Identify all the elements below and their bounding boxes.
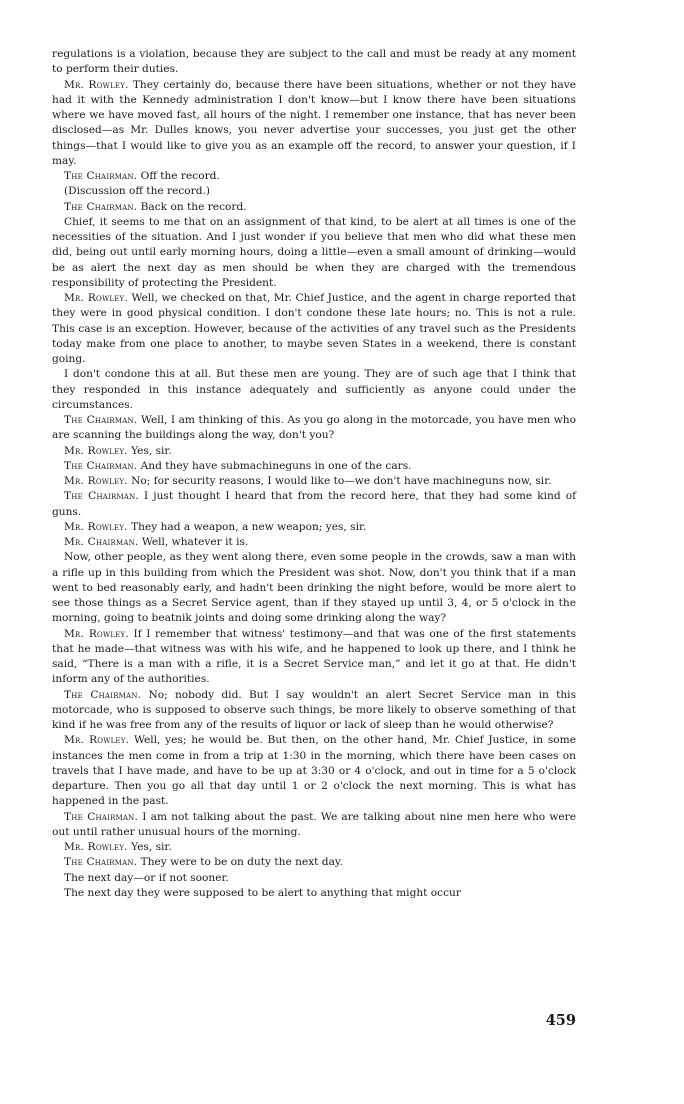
transcript-paragraph	[52, 489, 576, 520]
transcript-paragraph	[52, 47, 576, 78]
paragraph-text: Well, yes; he would be. But then, on the other hand, Mr. Chief Justice, in some instances the men come in from a trip at 1:30 in the morning, which there have been cases on travels that I have made, and have to be up at 3:30 or 4 o'clock, and out in time for a 5 o'clock departure. Then you go all that day until 1 or 2 o'clock the next morning. This is what has happened in the past.	[52, 734, 576, 808]
paragraph-text: Now, other people, as they went along there, even some people in the crowds, saw a man with a rifle up in this building from which the President was shot. Now, don't you think that if a man went to bed reasonably early, and hadn't been drinking the night before, would be more alert to see those things as a Secret Service agent, than if they stayed up until 3, 4, or 5 o'clock in the morning, going to beatnik joints and doing some drinking along the way?	[52, 551, 576, 625]
paragraph-text: Well, whatever it is.	[141, 536, 249, 548]
speaker-name: Mr. Rowley.	[64, 292, 128, 304]
speaker-name: Mr. Rowley.	[64, 520, 128, 533]
paragraph-text: Chief, it seems to me that on an assignment of that kind, to be alert at all times is one of the necessities of the situation. And I just wonder if you believe that men who did what these men did, being out until early morning hours, doing a little—even a small amount of drinking—would be as alert the next day as men should be when they are charged with the tremendous responsibility of protecting the President.	[52, 215, 576, 289]
paragraph-text: And they have submachineguns in one of the cars.	[140, 459, 412, 472]
transcript-paragraph	[52, 550, 576, 626]
speaker-name: The Chairman.	[64, 490, 139, 503]
speaker-name: The Chairman.	[64, 170, 138, 182]
paragraph-text: No; nobody did. But I say wouldn't an alert Secret Service man in this motorcade, who is supposed to observe such things, be more likely to observe something of that kind if he was free from any of the results of liquor or lack of sleep than he would otherwise?	[52, 688, 577, 731]
speaker-name: Mr. Chairman.	[64, 536, 139, 548]
paragraph-text: They certainly do, because there have been situations, whether or not they have had it with the Kennedy administration I don't know—but I know there have been situations where we have moved fast, all hours of the night. I remember one instance, that has never been disclosed—as Mr. Dulles knows, you never advertise your successes, you just get the other things—that I would like to give you as an example off the record, to answer your question, if I may.	[52, 78, 576, 167]
transcript-paragraph	[52, 886, 576, 901]
transcript-paragraph	[52, 215, 576, 291]
speaker-name: The Chairman.	[64, 459, 138, 472]
paragraph-text: (Discussion off the record.)	[64, 185, 211, 198]
speaker-name: The Chairman.	[64, 688, 142, 701]
paragraph-text: regulations is a violation, because they are subject to the call and must be ready at any moment to perform their duties.	[52, 48, 576, 76]
paragraph-text: Back on the record.	[140, 200, 247, 213]
paragraph-text: They had a weapon, a new weapon; yes, sir.	[131, 520, 367, 533]
speaker-name: The Chairman.	[64, 810, 139, 823]
paragraph-text: No; for security reasons, I would like to—we don't have machineguns now, sir.	[131, 475, 552, 487]
speaker-name: Mr. Rowley.	[64, 841, 128, 853]
paragraph-text: I just thought I heard that from the record here, that they had some kind of guns.	[52, 490, 577, 518]
speaker-name: Mr. Rowley.	[64, 627, 129, 640]
transcript-paragraph	[52, 871, 576, 886]
transcript-paragraph	[52, 459, 576, 474]
transcript-paragraph	[52, 200, 576, 215]
transcript-paragraph	[52, 78, 576, 170]
transcript-paragraph	[52, 367, 576, 413]
transcript-paragraph	[52, 535, 576, 550]
transcript-paragraph	[52, 520, 576, 535]
transcript-paragraph	[52, 733, 576, 809]
transcript-paragraph	[52, 474, 576, 489]
paragraph-text: I don't condone this at all. But these men are young. They are of such age that I think that they responded in this instance adequately and sufficiently as anyone could under the circumstances.	[52, 368, 576, 411]
paragraph-text: Yes, sir.	[131, 841, 172, 853]
paragraph-text: Yes, sir.	[131, 444, 172, 457]
transcript-paragraph	[52, 291, 576, 367]
speaker-name: The Chairman.	[64, 414, 138, 426]
paragraph-text: If I remember that witness' testimony—and that was one of the first statements that he made—that witness was with his wife, and he happened to look up there, and I think he said, “There is a man with a rifle, it is a Secret Service man,” and let it go at that. He didn't inform any of the authorities.	[52, 627, 577, 686]
transcript-paragraph	[52, 840, 576, 855]
transcript-paragraph	[52, 627, 576, 688]
page-number: 459	[545, 1012, 576, 1029]
speaker-name: Mr. Rowley.	[64, 444, 128, 457]
speaker-name: Mr. Rowley.	[64, 475, 128, 487]
paragraph-text: The next day—or if not sooner.	[64, 871, 229, 884]
paragraph-text: Well, we checked on that, Mr. Chief Justice, and the agent in charge reported that they were in good physical condition. I don't condone these late hours; no. This is not a rule. This case is an exception. However, because of the activities of any travel such as the Presidents today make from one place to another, to maybe seven States in a weekend, there is constant going.	[52, 292, 576, 365]
speaker-name: The Chairman.	[64, 856, 138, 869]
document-body	[52, 47, 576, 901]
paragraph-text: Well, I am thinking of this. As you go along in the motorcade, you have men who are scanning the buildings along the way, don't you?	[52, 414, 577, 442]
transcript-paragraph	[52, 444, 576, 459]
speaker-name: Mr. Rowley.	[64, 734, 130, 747]
speaker-name: Mr. Rowley.	[64, 78, 129, 91]
paragraph-text: They were to be on duty the next day.	[140, 856, 343, 869]
paragraph-text: Off the record.	[140, 170, 220, 182]
paragraph-text: I am not talking about the past. We are talking about nine men here who were out until rather unusual hours of the morning.	[52, 810, 576, 838]
transcript-paragraph	[52, 855, 576, 870]
transcript-paragraph	[52, 169, 576, 184]
transcript-paragraph	[52, 810, 576, 841]
paragraph-text: The next day they were supposed to be alert to anything that might occur	[64, 886, 461, 899]
transcript-paragraph	[52, 413, 576, 444]
transcript-paragraph	[52, 184, 576, 199]
speaker-name: The Chairman.	[64, 200, 138, 213]
transcript-paragraph	[52, 688, 576, 734]
